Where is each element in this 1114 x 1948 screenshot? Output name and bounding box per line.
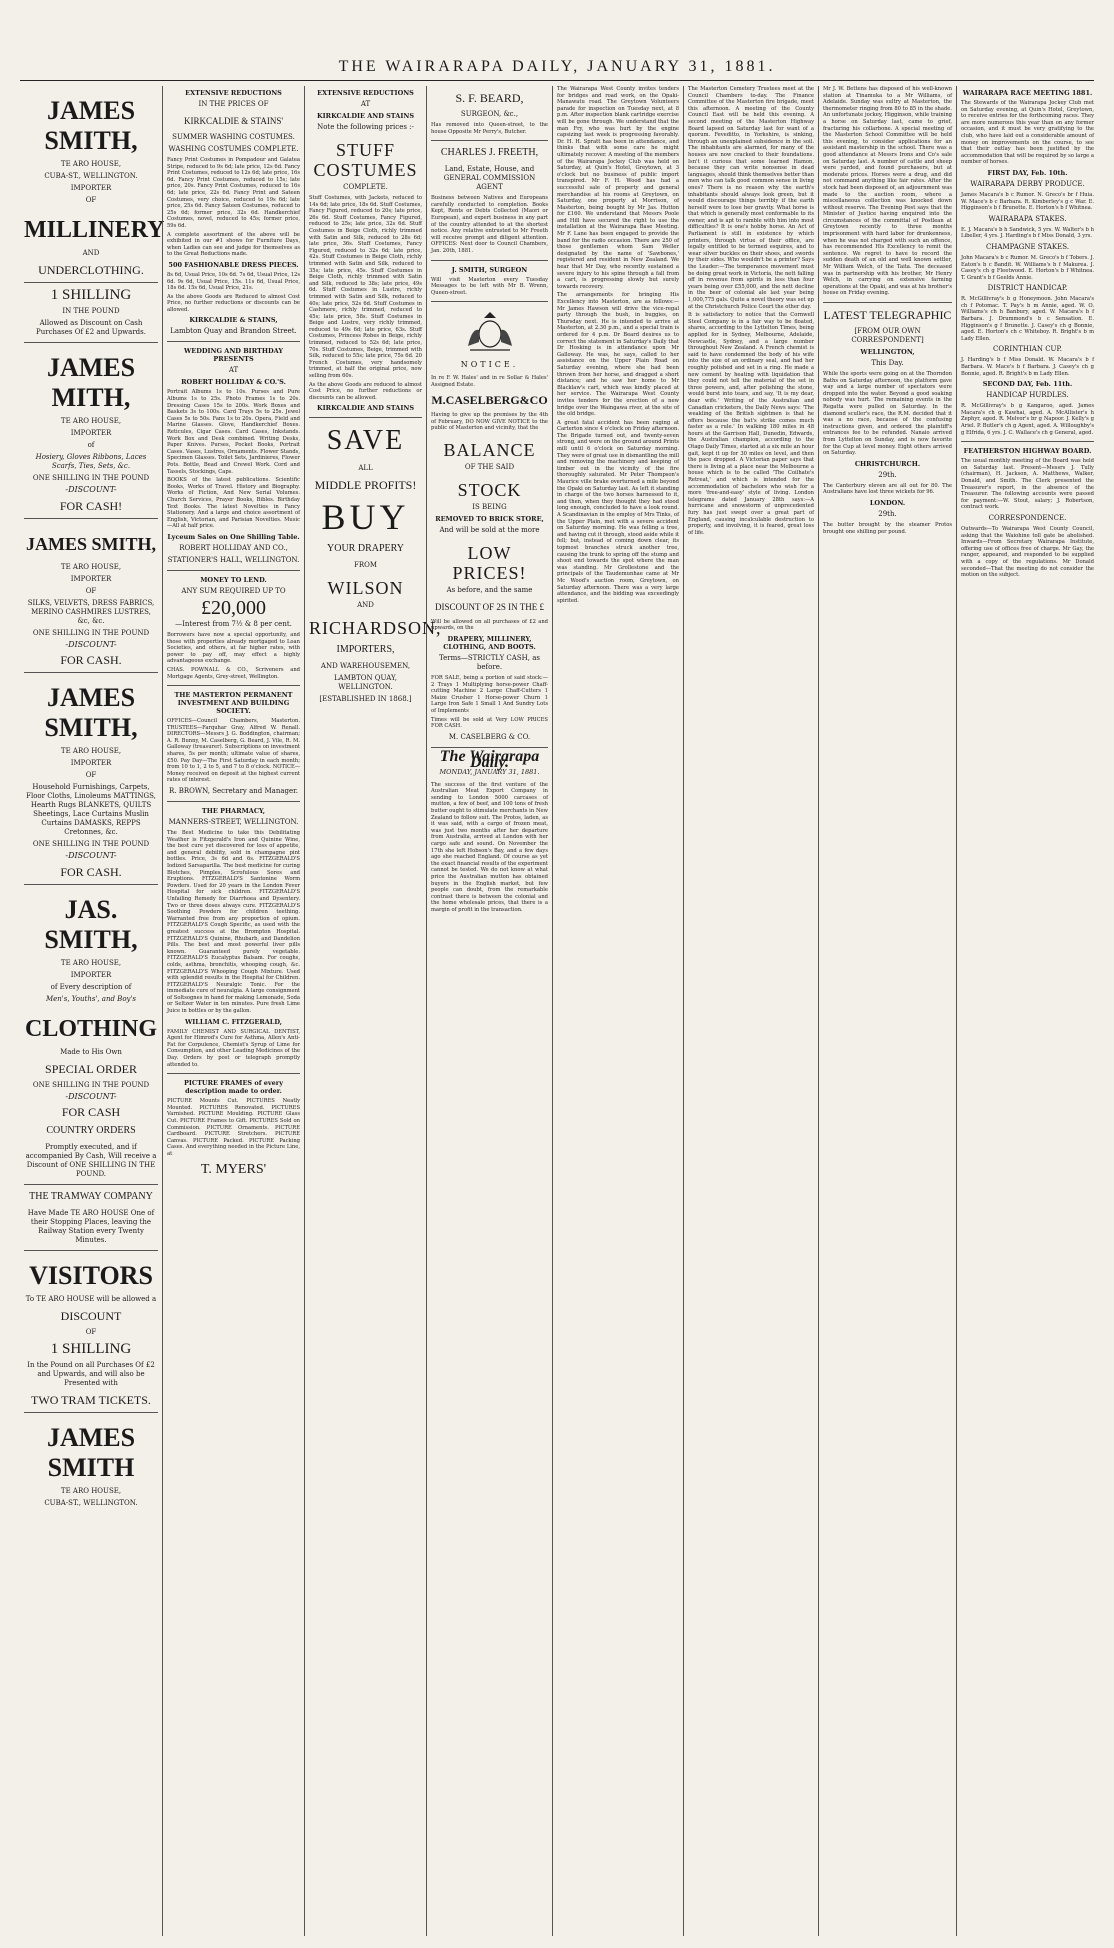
subheading: COMPLETE. — [343, 183, 388, 191]
of-said: OF THE SAID — [464, 462, 515, 471]
note: Times will be sold at Very LOW PRICES FOR CASH. — [431, 716, 548, 730]
paragraph: The Best Medicine to take this Debilitating Weather is Fitzgerald's Iron and Quinine Wine, the best cure yet discovered for loss of appetite, and general debility, sold in champagne pint bottles. Price, 3s 6d and 6s. FITZGERALD'S Iodized Sarsaparilla. The best medicine for curing Blotches, Pimples, Scrofulous Sores and Eruptions. FITZGERALD'S Santonine Worm Powders. Used for 20 years in the London Fever Hospital for sick children. FITZGERALD'S Unfailing Remedy for Diarrhoea and Dysentery. Two or three doses always cure. FITZGERALD'S Soothing Powders for children teething. Warranted free from any proportion of opium. FITZGERALD'S Cough Specific, as used with the greatest success at the Brompton Hospital. FITZGERALD'S Quinine, Rhubarb, and Dandelion Pills. The best and most powerful liver pills known. Guaranteed purely vegetable. FITZGERALD'S Eucalyptus Balsam. For coughs, colds, asthma, bronchitis, whooping cough, &c. FITZGERALD'S Whooping Cough Mixture. Used with splendid results in the Hospital for Children. FITZGERALD'S Neuralgic Tonic. For the immediate cure of neuralgia. A large consignment of Soltsognes in hand for making Lemonade, Soda or Seltzer Water in ten minutes. Pure fresh Lime Juice in bottles or by the gallon. — [167, 830, 300, 1015]
column-2 — [162, 86, 304, 1936]
ad1-and: AND — [82, 249, 100, 257]
ad3-cash: FOR CASH. — [60, 653, 122, 668]
race-heading: CHAMPAGNE STAKES. — [985, 242, 1070, 251]
masthead — [0, 0, 1114, 86]
ad1-underclothing: UNDERCLOTHING. — [38, 263, 144, 277]
ad5-discount: -DISCOUNT- — [65, 1091, 117, 1101]
heading: J. SMITH, SURGEON — [451, 265, 528, 274]
discount: DISCOUNT OF 2S IN THE £ — [435, 601, 544, 612]
ad2-importer: IMPORTER — [70, 429, 112, 437]
importers-label: IMPORTERS, — [336, 644, 395, 656]
paragraph: In re F. W. Hales' and in re Sollar & Hales' Assigned Estate. — [431, 374, 548, 388]
ad4-discount: -DISCOUNT- — [65, 851, 117, 861]
ad7-tickets: TWO TRAM TICKETS. — [31, 1393, 151, 1408]
race-heading: DISTRICT HANDICAP. — [987, 284, 1068, 293]
dateline-place: WELLINGTON, — [860, 348, 915, 356]
race-heading: HANDICAP HURDLES. — [986, 391, 1069, 400]
note: As the above Goods are Reduced to almost Cost Price, no further reductions or discounts can be allowed. — [167, 293, 300, 313]
divider — [431, 140, 548, 141]
ad5-one: ONE SHILLING IN THE POUND — [32, 1080, 150, 1089]
ad7-discount: DISCOUNT — [60, 1309, 122, 1324]
news-paragraph: The usual monthly meeting of the Board was held on Saturday last. Present—Messrs J. Tully (chairman), H. Jackson, A. Matthews, Walker, Donald, and Smith. The Clerk presented the Treasurer's report, in the absence of the Treasurer. The following accounts were passed for payment:—W. Stout, salary; J. Robertson, contract work. — [961, 458, 1094, 511]
divider — [24, 282, 158, 283]
signature: CHAS. POWNALL & CO., Scriveners and Mortgage Agents, Grey-street, Wellington. — [167, 666, 300, 680]
paragraph: Business between Natives and Europeans carefully conducted to completion. Books Kept, Rents or Debts Collected (Maori or European), and expert business in any part of the country attended to at the shortest notice. Any relative entrusted to Mr Freeth will receive prompt and diligent attention. OFFICES: Next door to Council Chambers, Jan. 20th, 1881. — [431, 195, 548, 254]
paragraph: Has removed into Queen-street, to the house Opposite Mr Perry's, Butcher. — [431, 122, 548, 135]
ad7-shilling: 1 SHILLING — [50, 1341, 132, 1358]
firm-name: ROBERT HOLLIDAY AND CO., — [179, 543, 288, 552]
subheading: CORRESPONDENCE. — [988, 513, 1067, 522]
ad1-name: JAMES SMITH, — [44, 96, 138, 155]
ad5-clothing: CLOTHING — [24, 1015, 158, 1042]
note: As the above Goods are reduced to almost Cost Price, no further reductions or discounts can be allowed. — [309, 381, 422, 401]
subheading: AT — [228, 366, 239, 375]
save-heading: SAVE — [326, 425, 405, 457]
item-list: Portrait Albums 1s to 10s. Purses and Pure Albums 1s to 25s. Photo Frames 1s to 20s. Dressing Cases 15s to 200s. Work Boxes and Baskets 3s to 100s. Card Trays 5s to 25s. Jewel Cases 5s to 50s. Fans 1s to 20s. Opera, Field and Marine Glasses. Glove, Handkerchief Boxes. Reticules, Cigar Cases. Card Cases, Inkstands. Work Box and Desk combined. Writing Desks, Paper Knives. Purses, Pocket Books, Portrait Cases. Vases, Lustres, Ornaments. Flower Stands, Specimen Glasses. Toilet Sets, Jardinieres, Flower Pots. Bottle, Bead and Crewel Work. Cord and Tassels, Stockings, Caps. — [167, 389, 300, 475]
subheading: SUMMER WASHING COSTUMES. — [172, 133, 295, 141]
ad4-name: JAMES SMITH, — [44, 683, 138, 743]
paragraph: OFFICES—Council Chambers, Masterton. TRUSTEES—Farquhar Gray, Alfred W. Renall. DIRECTORS—Messrs J. G. Boddington, chairman; A. R. Bunny, M. Caselberg, G. Beard, J. Vile, R. M. Galloway (treasurer). Subscriptions on investment shares, 5s per month; ultimate value of shares, £50. Pay Day—The First Saturday in each month; from 10 to 1, 2 to 5, and 7 to 8 o'clock. NOTICE—Money received on deposit at the highest current rates of interest. — [167, 718, 300, 784]
ad2-sub: TE ARO HOUSE, — [60, 417, 122, 425]
heading: MONEY TO LEND. — [200, 575, 267, 584]
dateline-place: CHRISTCHURCH. — [854, 459, 921, 468]
price-list: Fancy Print Costumes in Pompadour and Galatea Stripe, reduced to 9s 6d; late price, 12s 6d. Fancy Print Costumes, reduced to 12s 6d; late price, 16s 6d. Fancy Print Costumes, reduced to 15s; late price, 20s. Fancy Print Costumes, reduced to 16s 6d; late price, 22s 6d. Fancy Print and Sateen Costumes, very choice, reduced to 19s 6d; late price, 25s 6d. Fancy Sateen Costumes, reduced to 25s 6d; former price, 32s 6d. Handkerchief Costumes, novel, reduced to 45s; former price, 59s 6d. — [167, 157, 300, 229]
editorial: The success of the first venture of the Australian Meat Export Company in sending to London 5000 carcases of mutton, a few of beef, and 100 tons of fresh butter ought to stimulate merchants in New Zealand to follow suit. The Protos, laden, as it was said, with a cargo of frozen meat, was just two months after her departure from Australia, arrived at London with her cargo safe and sound. On November the 17th she left Hobson's Bay, and a few days ago she reached England. Of course as yet the exact financial results of the experiment cannot be tested. We do not know at what price the Australian mutton has obtained buyers in the English market, but few people can doubt, from the remarkable contrast there is between the colonial and the home wholesale prices, that there is a margin of profit in the transaction. — [431, 781, 548, 913]
heading: S. F. BEARD, — [455, 91, 524, 105]
ad8-name: JAMES SMITH — [46, 1423, 136, 1483]
race-list: R. McGillivray's b g Honeymoon. John Macara's ch f Potomac. T. Pay's b m Annie, aged. W. O. Williams's ch h Banbury, aged. W. Macara's b f Barbara. J. Drummond's b c Sensation. E. Higginson's g f Brunette. J. Casey's ch g Bonnie, aged. E. Horton's ch c Whiteboy. R. Bright's b m Lady Ellen. — [961, 296, 1094, 342]
loan-amount: £20,000 — [201, 596, 266, 619]
dateline: MONDAY, JANUARY 31, 1881. — [439, 768, 540, 776]
news-paragraph: It is satisfactory to notice that the Cornwell Steel Company is in a fair way to be floated, shares, according to the Lyttelton Times, being applied for in Sydney, Melbourne, Adelaide, Newcastle, Sydney, and a large number throughout New Zealand. A French chemist is said to have condemned the body of his wife into the size of an ordinary seal, and had her roughly polished and set in a ring. He made a new cement by heating with liquidation that they could not tell the material of the set in three powers, and, after polishing the stone, would burst into tears, and say, 'It is my dear, dear wife.' Writing of the Australian and Canadian cricketers, the Daily News says: 'The weakling of the British sightmen is that he offers because the bat's strike comes much faster as a rule.' In walking 180 miles in 48 hours at the Garrison Hall, Dunedin, Edwards, the Australian champion, according to the Otago Daily Times, started at a six mile an hour gait, kept it up for 30 miles on level, and then the pace dropped. A Victorian paper says that there is living at a place near the Melbourne a house which is to be called 'The Coilhate's Retreat,' and which is intended for the accommodation of bachelors who wish for a more 'free-and-easy' style of living. London telegrams dated January 28th says:—A hurricane and snowstorm of unprecedented fury has just swept over a great part of England, causing incalculable destruction to property, and involving, it is feared, great loss of life. — [688, 312, 814, 536]
ad2-name: JAMES MITH, — [46, 353, 136, 412]
ad1-shilling: 1 SHILLING — [50, 287, 132, 303]
ad4-one: ONE SHILLING IN THE POUND — [32, 840, 150, 849]
divider — [167, 570, 300, 571]
ad3-one: ONE SHILLING IN THE POUND — [32, 628, 150, 637]
divider — [167, 685, 300, 686]
news-paragraph: While the sports were going on at the Thorndon Baths on Saturday afternoon, the platform gave way and a large number of spectators were dropped into the water. Beyond a good soaking nobody was hurt. The remaining events in the Regatta were pulled on Saturday. In the diamond sculler's race, the R.M. decided that it was a no race, because of the confusing instructions given, and ordered the plaintiff's entrances fee to be refunded. Nanaio arrived from Lyttelton on Sunday, and is now favorite for the Cup at level money. Eight others arrived on Saturday. — [823, 371, 952, 457]
heading: THE PHARMACY, — [201, 807, 266, 816]
ad7-text: To TE ARO HOUSE will be allowed a — [25, 1295, 157, 1304]
column-6 — [683, 86, 818, 1936]
ad1-discount: Allowed as Discount on Cash Purchases Of £2 and Upwards. — [36, 319, 146, 336]
ad5-name: JAS. SMITH, — [44, 894, 138, 954]
paragraph: FAMILY CHEMIST AND SURGICAL DENTIST, Agent for Himrod's Cure for Asthma, Allen's Anti-Fat for Corpulence, Chemist's Syrup of Lime for Consumption, and other Leading Medicines of the Day. Orders by post or telegraph promptly attended to. — [167, 1028, 300, 1068]
note: A complete assortment of the above will be exhibited in our #1 shows for Furniture Days, when Ladies can see and judge for themselves as to the Great Reductions made. — [167, 231, 300, 258]
price-list: 8s 6d, Usual Price, 10s 6d. 7s 6d, Usual Price, 12s 6d. 9s 6d, Usual Price, 15s. 11s 6d, Usual Price, 18s 6d. 15s 6d, Usual Price, 21s. — [167, 271, 300, 292]
heading: Lyceum Sales on One Shilling Table. — [167, 532, 300, 541]
subheading: ANY SUM REQUIRED UP TO — [181, 586, 286, 595]
ad3-importer: IMPORTER — [70, 574, 112, 583]
column-3 — [304, 86, 442, 1936]
terms: Terms—STRICTLY CASH, as before. — [439, 654, 540, 672]
signature: R. BROWN, Secretary and Manager. — [169, 787, 298, 796]
day-heading: SECOND DAY, Feb. 11th. — [982, 380, 1073, 389]
ad5-of: of Every description of — [50, 982, 132, 991]
paragraph: Having to give up the premises by the 4th of February, DO NOW GIVE NOTICE to the public of Masterton and vicinity, that the — [431, 412, 548, 432]
ad4-importer: IMPORTER — [70, 759, 112, 768]
signature: M. CASELBERG & CO. — [448, 732, 531, 741]
divider — [167, 1073, 300, 1074]
address: STATIONER'S HALL, WELLINGTON. — [167, 555, 300, 564]
ad4-of: OF — [85, 771, 97, 780]
paper-title: The Wairarapa Daily. — [439, 747, 540, 772]
ad3-sub: TE ARO HOUSE, — [60, 562, 122, 571]
news-paragraph: A great fatal accident has been raging at Carterton since 4 o'clock on Friday afternoon. The Brigade turned out, and twenty-seven strong, and were on the ground around Prints mill until 6 o'clock on Saturday morning. They were of great use in dismantling the mill and removing the machinery and keeping of timber out in the vicinity of the fire thoroughly saturated. Mr Peter Thompson's Maurice ville brake overturned a mile beyond the Opaki on Saturday last. As left it standing in charge of the two horses harnessed to it, and then, when they thought they had stood long enough, concluded to have a look round. A Scandinavian in the employ of Mrs Tinks, of the Upper Plain, met with a severe accident on Saturday morning. He was felling a tree, and having cut it through, stood aside while it fell; but, instead of coming down clear, its topmost branches struck another tree, causing the trunk to spring off the stump and shoot end towards the spot where the man was standing. Mr Grollestone and the principals of the Taudemunhae came at Mr Mc Wood's auction room, Greytown, on Saturday afternoon. There was a very large attendance, and the bidding was exceedingly spirited. — [557, 419, 679, 604]
ad7-of: OF — [85, 1328, 97, 1337]
ad6-title: THE TRAMWAY COMPANY — [29, 1191, 153, 1203]
signature: WILLIAM C. FITZGERALD, — [184, 1017, 283, 1026]
race-list: E. J. Macara's b h Sandwick, 5 yrs. W. Walter's b h Libeller, 4 yrs. J. Harding's b f Miss Donald, 3 yrs. — [961, 226, 1094, 240]
firm-name: M.CASELBERG&CO — [431, 393, 548, 408]
heading: EXTENSIVE REDUCTIONS — [317, 89, 414, 97]
heading: WAIRARAPA RACE MEETING 1881. — [962, 89, 1093, 97]
ad1-pound: IN THE POUND — [62, 307, 120, 315]
news-paragraph: The arrangements for bringing His Excellency into Masterton, are as follows:—Mr James Hawson will drive the vice-regal party through the bush, in buggies, on Thursday next. He is intended to arrive at Masterton, at 2.30 p.m., and a special train is ordered for 4 p.m. Dr Beard desires us to correct the statement in Saturday's Daily that Dr Hosking is in attendance upon Mr Galloway. He was, he says, called to her assistance on the Upper Plain Road on Saturday evening, where she had been thrown from her horse, and dragged a short distance; and he saw her home to Mr Blacklaw's cart, which was kindly placed at her service. The Wairarapa West County invites tenders for the erection of a new bridge over the Waingawa river, at the site of the old bridge. — [557, 292, 679, 418]
your-drapery: YOUR DRAPERY — [327, 543, 404, 555]
race-heading: WAIRARAPA STAKES. — [988, 214, 1067, 223]
news-paragraph: The Masterton Cemetery Trustees meet at the Council Chambers to-day. The Finance Committee of the Masterton fire brigade, meet this afternoon. A meeting of the County Council East will be held this evening. A second meeting of the Masterton Highway Board lapsed on Saturday last for want of a quorum. Feveditto, in Yorkshire, is sinking, through an unexplained subsidence in the soil. The inhabitants are alarmed, for many of the houses are now cracked to their foundations. Isn't it curious that some learned Hamon, because they can write nonsense in dead languages, should think themselves better than men who can talk good common sense in living ones? There is no reason why the earth's inhabitants should always look green, but it would discourage things terribly if the earth herself were to lose her gravity. What horse is that which is generally most conformable to its owner, and is apt to ramble with him into most difficulties? It is one's hobby horse. An Act of Parliament is still in existence by which printers, through virtue of their office, are legally entitled to be termed esquires, and to wear silver buckles on their shoes, and swords by their sides. Who wouldn't be a printer? Says the Leader:—The temperance movement must be doing great work in Victoria, the nett falling off in revenue from spirits in less than four years being over £55,000, and the nett decline in the beer of colonial ale last year being 1,000,775 gals. Quite a novel theory was set up at the Christchurch Police Court the other day. — [688, 86, 814, 310]
ad2-of: of — [87, 441, 95, 449]
column-1 — [20, 86, 165, 1936]
wilson-name: WILSON — [327, 578, 404, 599]
ad8-sub: TE ARO HOUSE, — [60, 1487, 122, 1496]
ad5-made: Made to His Own — [60, 1047, 122, 1056]
race-list: James Macara's b c Rumor. N. Greco's br f Huia. W. Mace's b c Barbara. R. Kimberley's g c War. E. Higginson's b f Brunette. E. Horton's b f Whitnea. — [961, 191, 1094, 212]
dateline-date: 29th. — [878, 470, 897, 479]
low-prices: LOW PRICES! — [452, 542, 527, 583]
goods: DRAPERY, MILLINERY, CLOTHING, AND BOOTS. — [443, 635, 536, 652]
subheading: SURGEON, &c., — [460, 110, 519, 118]
note: BOOKS of the latest publications. Scientific Books, Works of Travel. History and Biography. Works of Fiction, And New Serial Volumes. Church Services, Prayer Books, Bibles. Birthday Text Books. The latest Novelties in Fancy Stationery. And a large and choice assortment of English, Victorian, and Parisian Novelties. Music—All at half price. — [167, 477, 300, 530]
ad5-country-text: Promptly executed, and if accompanied By Cash, Will receive a Discount of ONE SHILLING IN THE POUND. — [25, 1143, 157, 1179]
stock-heading: STOCK — [457, 479, 522, 500]
ad3-items: SILKS, VELVETS, DRESS FABRICS, MERINO CASHMIRES LUSTRES, &c, &c. — [27, 598, 155, 625]
divider — [24, 672, 158, 673]
column-5 — [552, 86, 683, 1936]
firm-name: ROBERT HOLLIDAY & CO.'S. — [181, 378, 286, 387]
ad5-cash: FOR CASH — [61, 1105, 121, 1120]
firm-name: KIRKCALDIE AND STAINS — [316, 112, 415, 120]
ad1-importer: IMPORTER — [70, 184, 112, 192]
address: MANNERS-STREET, WELLINGTON. — [168, 818, 299, 827]
ad1-sub: TE ARO HOUSE, — [60, 160, 122, 168]
dateline-date: This Day. — [871, 359, 904, 367]
sold: And will be sold at the more — [439, 525, 540, 534]
ad4-sub: TE ARO HOUSE, — [60, 747, 122, 756]
address: Lambton Quay and Brandon Street. — [170, 327, 297, 336]
firm-name: KIRKCALDIE & STAINS' — [184, 116, 283, 126]
ad5-special: SPECIAL ORDER — [45, 1061, 137, 1076]
firm-name: T. MYERS' — [200, 1161, 267, 1177]
being: IS BEING — [472, 502, 507, 511]
telegraphic-sub: [FROM OUR OWN CORRESPONDENT] — [851, 327, 924, 344]
divider — [167, 801, 300, 802]
news-paragraph: Outwards—To Wairarapa West County Council, asking that the Waiohine toll gate be abolished. Inwards—From Secretary Wairarapa Institute, offering use of offices free of charge. Mr Gay, the ranger, appeared, and responded to be supplied with a copy of the regulations. Mr Donald seconded—That the meeting do not consider the motion on the subject. — [961, 525, 1094, 579]
subheading: IN THE PRICES OF — [198, 100, 269, 108]
news-paragraph: The Wairarapa West County invites tenders for bridges and road work, on the Opaki-Manawatu road. The Greytown Volunteers parade for inspection on Tuesday next, at 8 p.m. After inspection blank cartridge exercise will be gone through. We understand that the man Fry, who was hurt by the engine capsizing last week is progressing favorably. Dr. H. H. Spratt has been in attendance, and thinks that with some care he might ultimately recover. A meeting of the members of the Wairarapa Jockey Club was held on Saturday, at Quin's Hotel, Greytown, at 3 o'clock but no business of public import transpired. Mr F. H. Wood has had a successful sale of property and general merchandise at his rooms at Greytown, on Saturday, one property at Morrison, of Masterton, being bought by Mr Jas. Hutton for £160. We understand that Messrs Poole and Hill have secured the right to use the installation at the Wairarapa Base Meeting. Mr F. Lane has been engaged to provide the band for the radio occasion. There are 250 of those gentlemen whom Sam Weller designated by the name of 'Sawbones,' registered and resident in New Zealand. We hear that Mr Day, who recently sustained a severe injury to his spine through a fall from a cart, is progressing slowly but surely towards recovery. — [557, 86, 679, 290]
divider — [24, 1184, 158, 1185]
before: As before, and the same — [446, 585, 533, 594]
page-title: THE WAIRARAPA DAILY, JANUARY 31, 1881. — [338, 58, 776, 75]
subheading: WASHING COSTUMES COMPLETE. — [168, 145, 299, 153]
heading-large: STUFF COSTUMES — [313, 140, 418, 180]
ad6-text: Have Made TE ARO HOUSE One of their Stopping Places, leaving the Railway Station every Twenty Minutes. — [27, 1209, 155, 1245]
subheading: AT — [360, 100, 371, 108]
ad3-name: JAMES SMITH, — [25, 533, 157, 554]
heading: CHARLES J. FREETH, — [440, 147, 539, 159]
ad2-items: Hosiery, Gloves Ribbons, Laces Scarfs, Ties, Sets, &c. — [35, 453, 147, 470]
subheading: Land, Estate, House, and GENERAL COMMISSION AGENT — [443, 165, 536, 192]
news-paragraph: Mr J. W. Bettens has disposed of his well-known station at Tinamuka to a Mr Williams, of Adelaide. Sunday was sultry at Masterton, the thermometer ringing from 80 to 85 in the shade. An unfortunate jockey, Higginson, while training a horse on Saturday last, came to grief, fracturing his collarbone. A special meeting of the Masterton School Committee will be held this evening, to consider applications for an assistant mastership in the school. There was a good attendance at Messrs Irons and Co's sale on Saturday last. A number of cattle and sheep were yarded, and found purchasers, but at moderate prices. Horses were a drug, and did not command anything like fair rates. After the stock had been disposed of, an adjournment was made to the auction room, where a miscellaneous collection was knocked down without reserve. The Evening Post says that the Minister of Justice having enquired into the circumstances of the committal of Postlean at Greytown recently to three months imprisonment with hard labor for drunkenness, when he was not charged with such an offence, has recommended His Excellency to remit the sentence. We regret to have to record the sudden death of an old and well known settler, Mr William Welch, of the Taita. The deceased was in partnership with his brother, Mr Henry Welch, in carrying on extensive farming operations at the Opaki, and was at his brother's house on Friday evening. — [823, 86, 952, 297]
address: LAMBTON QUAY, WELLINGTON. — [334, 674, 397, 692]
dateline-place: LONDON. — [869, 498, 906, 507]
ad5-importer: IMPORTER — [70, 970, 112, 979]
news-paragraph: The butter brought by the steamer Protos brought one shilling per pound. — [823, 521, 952, 535]
established: [ESTABLISHED IN 1868.] — [319, 695, 412, 704]
column-8 — [956, 86, 1098, 1936]
richardson-name: RICHARDSON, — [309, 618, 442, 639]
ad5-items: Men's, Youths', and Boy's — [45, 994, 137, 1003]
ad5-sub: TE ARO HOUSE, — [60, 958, 122, 967]
notice-heading: NOTICE. — [460, 360, 519, 370]
divider — [24, 1412, 158, 1413]
divider — [431, 260, 548, 261]
race-list: John Macara's b c Rumor. M. Greco's b f Tobers. J. Eaton's b c Bandit. W. Williams's b f Makurea. J. Casey's ch g Fleetwood. E. Horton's b f Whitnea. T. Grant's b f Geelds Annie. — [961, 254, 1094, 281]
column-4 — [426, 86, 552, 1936]
divider — [24, 884, 158, 885]
divider — [167, 341, 300, 342]
loan-rate: —Interest from 7½ & 8 per cent. — [175, 619, 292, 628]
ad1-of: OF — [85, 196, 97, 204]
ad8-addr: CUBA-ST., WELLINGTON. — [44, 1499, 138, 1508]
from-label: FROM — [353, 561, 378, 570]
ad2-cash: FOR CASH! — [59, 498, 123, 513]
balance-heading: BALANCE — [443, 439, 536, 460]
divider — [961, 441, 1094, 442]
divider — [24, 1250, 158, 1251]
divider — [823, 302, 952, 303]
buy-heading: BUY — [321, 497, 410, 538]
news-paragraph: The Canterbury eleven are all out for 80. The Australians have lost three wickets for 96. — [823, 482, 952, 496]
paragraph: Will be allowed on all purchases of £2 and upwards, on the — [431, 618, 548, 632]
ad1-addr: CUBA-ST., WELLINGTON. — [44, 172, 138, 180]
paragraph: Borrowers have now a special opportunity, and those with properties already mortgaged to Loan Societies, and others, at far higher rates, with power to pay off, may effect a highly advantageous exchange. — [167, 631, 300, 665]
ad3-of: OF — [85, 586, 97, 595]
race-list: R. McGillivray's b g Kangaroo, aged. James Macara's ch g Kawhai, aged. A. McAllister's h Zephyr, aged. R. Melvor's br g Napoor. J. Kelly's g Ariel. P. Butler's ch g Agent, aged. A. Willoughby's g Elfrida, 6 yrs. J. C. Wallace's ch g General, aged. — [961, 403, 1094, 436]
paragraph: Will visit Masterton every Tuesday Messages to be left with Mr B. Wrenn, Queen-street. — [431, 276, 548, 296]
firm-name: KIRKCALDIE & STAINS, — [189, 316, 278, 325]
royal-crest-icon — [460, 308, 520, 356]
telegraphic-heading: LATEST TELEGRAPHIC — [823, 308, 952, 322]
heading: 500 FASHIONABLE DRESS PIECES. — [168, 260, 299, 269]
heading: WEDDING AND BIRTHDAY PRESENTS — [183, 347, 283, 364]
heading: THE MASTERTON PERMANENT INVESTMENT AND BUILDING SOCIETY. — [174, 691, 293, 716]
divider — [309, 417, 422, 418]
heading: FEATHERSTON HIGHWAY BOARD. — [963, 447, 1092, 456]
ad3-discount: -DISCOUNT- — [65, 639, 117, 649]
firm-name: KIRKCALDIE AND STAINS — [316, 404, 415, 413]
divider — [24, 518, 158, 519]
sale-list: FOR SALE, being a portion of said stock:— 2 Trays 1 Multiplying horse-power Chaff-cutting Machine 2 Large Chaff-Cutters 1 Maize Crusher 1 Horse-power Churn 1 Large Iron Safe 1 Small 1 And Sundry Lots of Implements — [431, 675, 548, 715]
heading: PICTURE FRAMES of every description made to order. — [183, 1079, 284, 1096]
price-list: Stuff Costumes, with Jackets, reduced to 14s 6d; late price, 18s 6d. Stuff Costumes, Fancy Figured, reduced to 20s; late price, 26s 6d. Stuff Costumes, Fancy Figured, reduced to 25s; late price, 32s 6d. Stuff Costumes in Beige Cloth, richly trimmed with Satin and Silk, reduced to 28s 6d; late price, 36s. Stuff Costumes, Fancy Figured, reduced to 32s 6d; late price, 42s. Stuff Costumes in Beige Cloth, richly trimmed with Satin and Silk, reduced to 35s; late price, 45s. Stuff Costumes in Beige Cloth, richly trimmed with Satin and Silk, reduced to 38s; late price, 49s 6d. Stuff Costumes in Lustre, richly trimmed with Satin and Silk, reduced to 40s; late price, 52s 6d. Stuff Costumes in Cashmere, richly trimmed, reduced to 45s; late price, 58s. Stuff Costumes in Beige and Lustre, very richly trimmed, reduced to 49s 6d; late price, 63s. Stuff Costumes, Princess Robes in Beige, richly trimmed, reduced to 52s 6d; late price, 70s. Stuff Costumes, Beige, trimmed with Silk, reduced to 55s; late price, 75s 6d. 20 French Costumes, very handsomely trimmed, at half the original price, now selling from 60s. — [309, 195, 422, 380]
news-paragraph: The Stewards of the Wairarapa Jockey Club met on Saturday evening, at Quin's Hotel, Greytown, to receive entries for the forthcoming races. They are more numerous this year than on any former occasion, and it must be very gratifying to the club, who have laid out a considerable amount of money on improvements on the course, to see that their outlay has been justified by the accommodation that will be required by so large a number of horses. — [961, 100, 1094, 166]
dateline-date: 29th. — [878, 509, 897, 518]
ad4-items: Household Furnishings, Carpets, Floor Cloths, Linoleums MATTINGS, Hearth Rugs BLANKETS, QUILTS Sheetings, Lace Curtains Muslin Curtains DAMASKS, REPPS Cretonnes, &c. — [26, 783, 156, 837]
item-list: PICTURE Mounts Cut. PICTURES Neatly Mounted. PICTURES Renovated. PICTURES Varnished. PICTURE Moulding. PICTURE Glass Cut. PICTURE Frames to Gift. PICTURES Sold on Commission. PICTURE Ornaments. PICTURE Cardboard. PICTURE Stretchers. PICTURE Canvas. PICTURE Packed. PICTURE Packing Cases. And everything needed in the Picture Line, at — [167, 1098, 300, 1157]
race-heading: CORINTHIAN CUP. — [993, 345, 1062, 354]
warehousemen-label: AND WAREHOUSEMEN, — [320, 662, 411, 671]
race-list: J. Harding's b f Miss Donald. W. Macara's b f Barbara. W. Mace's b f Barbara. J. Casey's ch g Bonnie, aged. R. Bright's b m Lady Ellen. — [961, 357, 1094, 377]
heading: EXTENSIVE REDUCTIONS — [185, 89, 282, 97]
ad1-millinery: MILLINERY — [24, 217, 165, 243]
removed: REMOVED TO BRICK STORE, — [435, 514, 544, 523]
ad2-one: ONE SHILLING IN THE POUND — [32, 474, 150, 482]
subheading: Note the following prices :- — [317, 123, 414, 131]
all-label: ALL — [358, 464, 373, 473]
day-heading: FIRST DAY, Feb. 10th. — [987, 168, 1068, 177]
race-heading: WAIRARAPA DERBY PRODUCE. — [970, 179, 1085, 188]
masthead-rule — [20, 80, 1094, 81]
ad5-country: COUNTRY ORDERS — [46, 1125, 136, 1137]
ad4-cash: FOR CASH. — [60, 864, 122, 879]
divider — [24, 342, 158, 343]
ad7-title: VISITORS — [29, 1261, 153, 1291]
columns — [20, 86, 1098, 1936]
ad2-discount: -DISCOUNT- — [65, 485, 117, 494]
column-7 — [818, 86, 956, 1936]
and-label: AND — [357, 601, 374, 610]
divider — [431, 301, 548, 302]
ad7-pound: In the Pound on all Purchases Of £2 and Upwards, and will also be Presented with — [27, 1361, 155, 1388]
middle-profits: MIDDLE PROFITS! — [314, 478, 417, 493]
